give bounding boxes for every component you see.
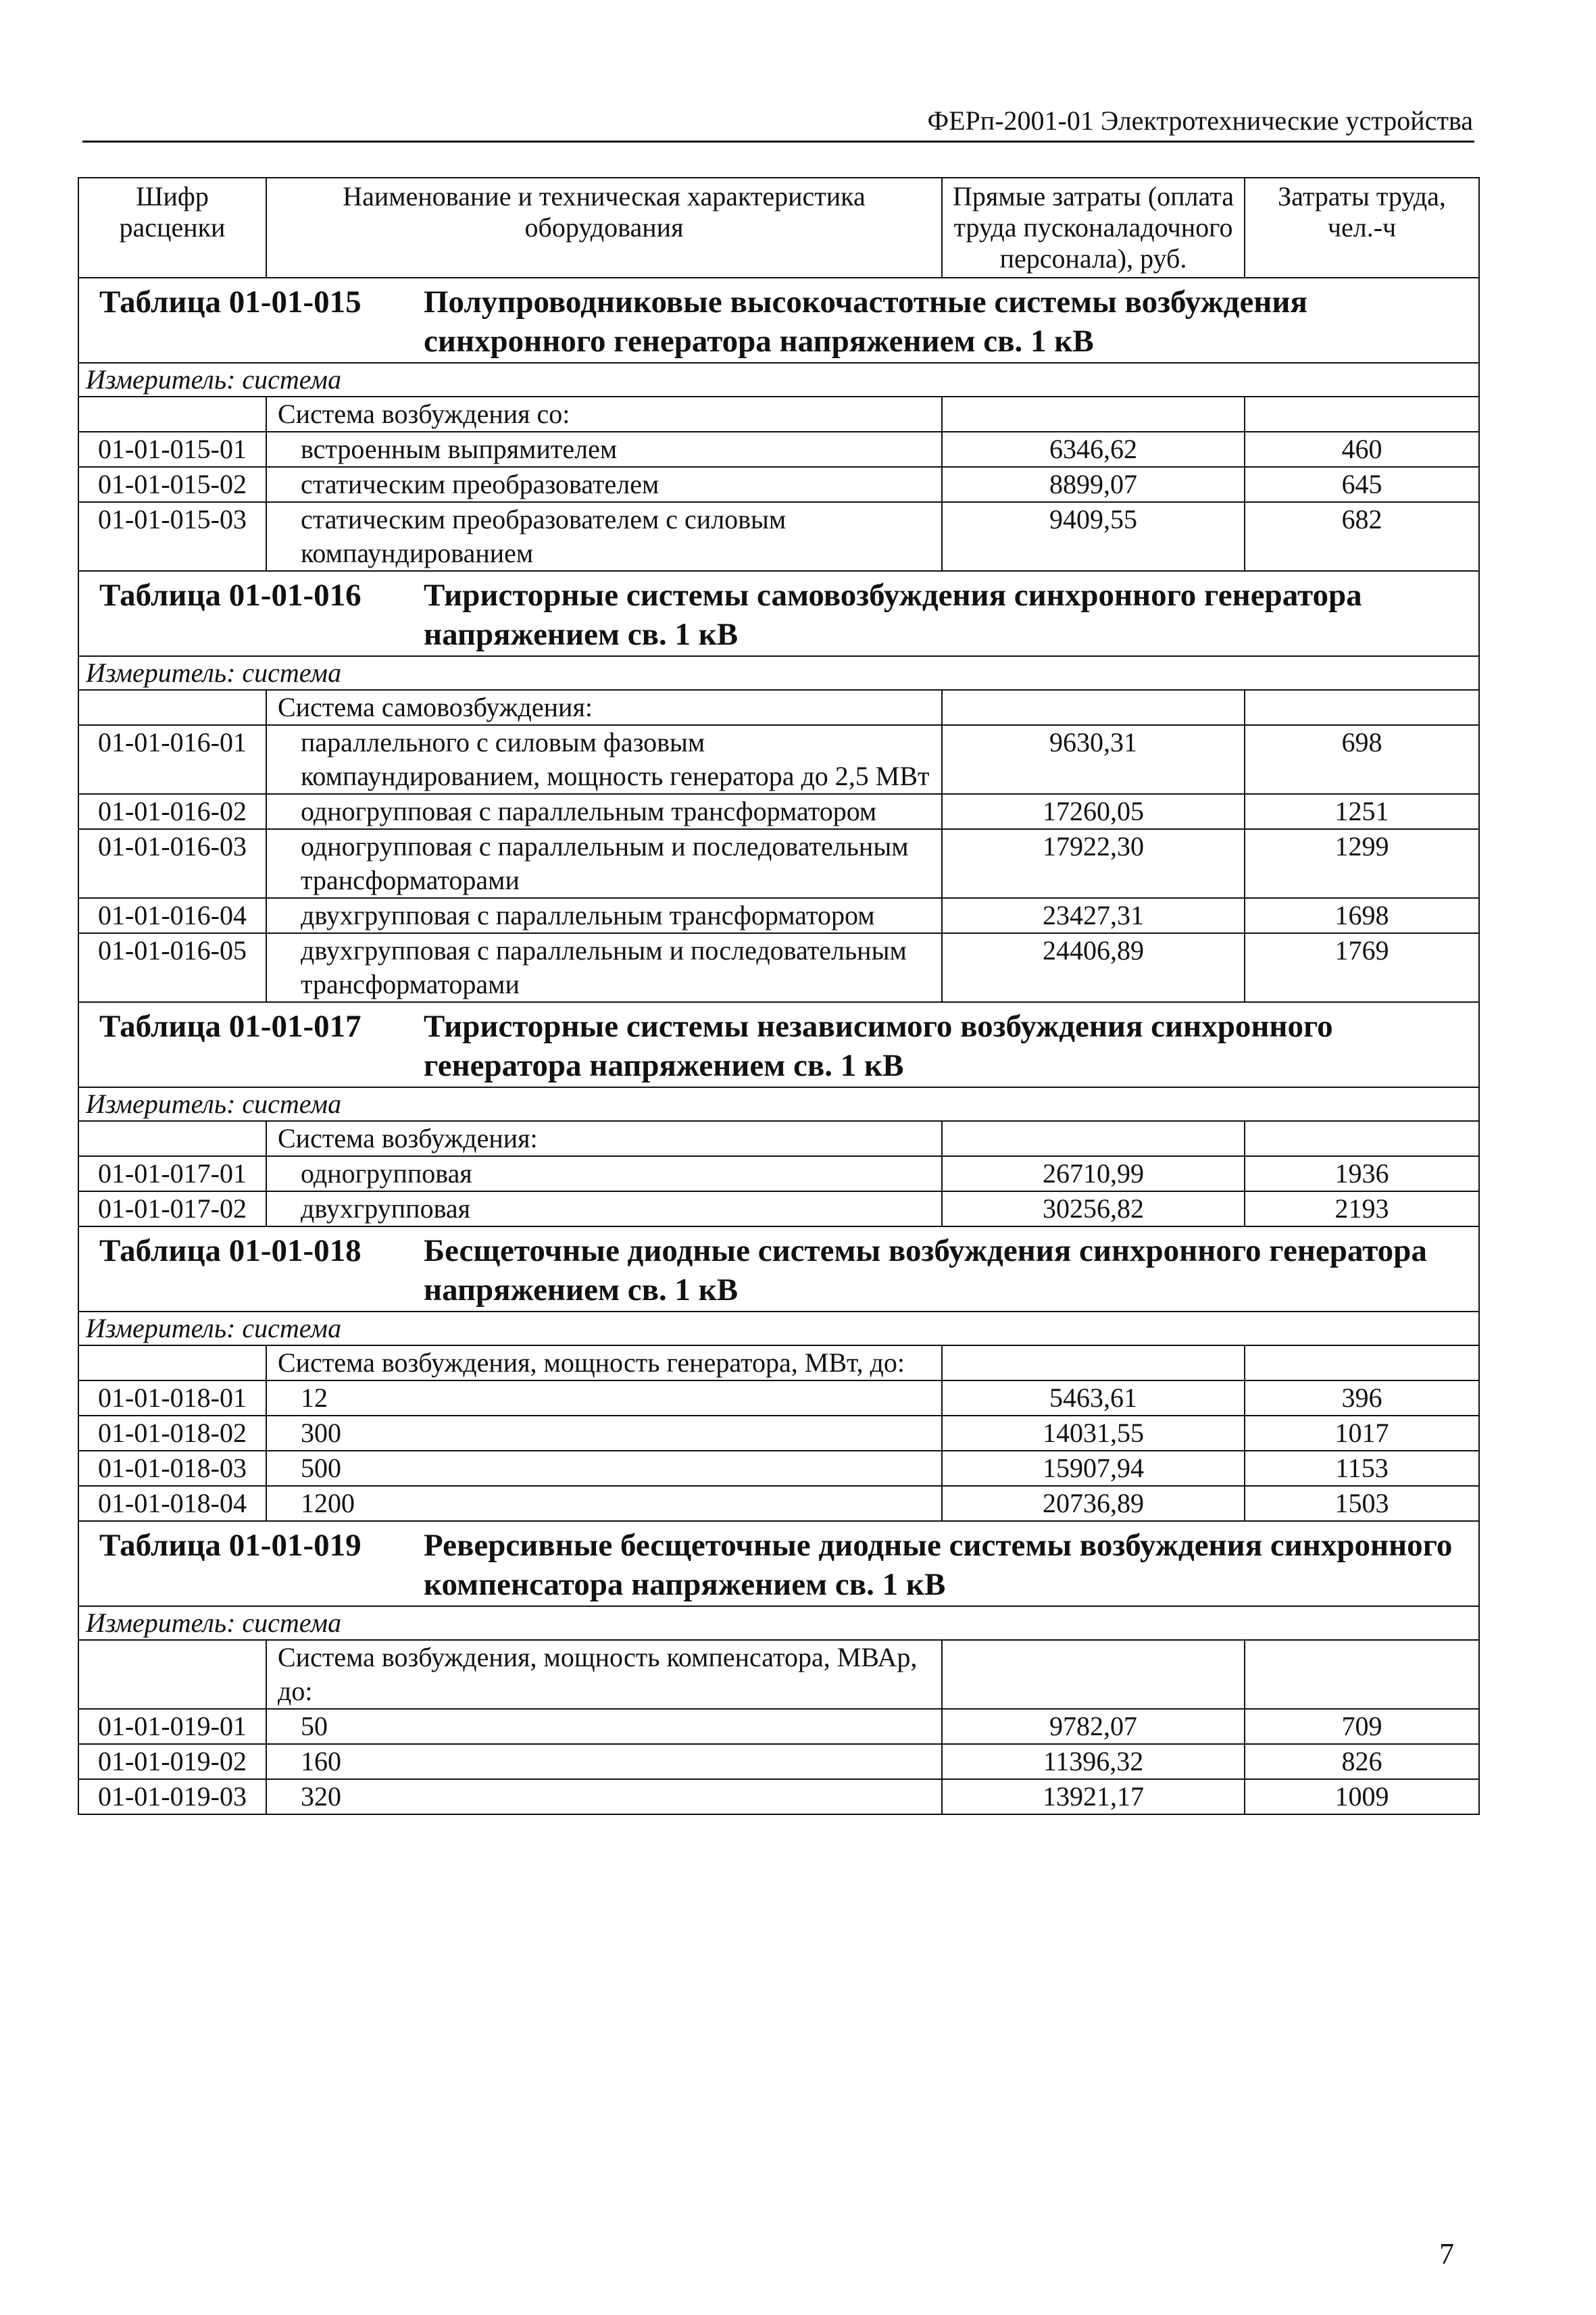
- row-code: 01-01-015-01: [78, 432, 266, 467]
- row-code: 01-01-019-01: [78, 1709, 266, 1744]
- row-cost: 26710,99: [942, 1156, 1245, 1191]
- meter-cell: [78, 1312, 1479, 1345]
- section-heading: [78, 278, 1479, 363]
- meter-row: [78, 363, 1479, 397]
- row-name: 320: [266, 1779, 942, 1814]
- row-name: параллельного с силовым фазовым компаундированием, мощность генератора до 2,5 МВт: [266, 725, 942, 794]
- meter-row: [78, 1606, 1479, 1640]
- row-labor: 1153: [1245, 1451, 1479, 1486]
- row-cost: 24406,89: [942, 933, 1245, 1002]
- section-heading-row: [78, 1226, 1479, 1312]
- row-cost: 13921,17: [942, 1779, 1245, 1814]
- row-code: 01-01-016-02: [78, 794, 266, 829]
- group-labor-cell: [1245, 397, 1479, 432]
- table-row: [78, 1156, 1479, 1191]
- table-row: [78, 1486, 1479, 1521]
- row-labor: 460: [1245, 432, 1479, 467]
- table-row: [78, 1380, 1479, 1416]
- row-labor: 1017: [1245, 1416, 1479, 1451]
- group-labor-cell: [1245, 1121, 1479, 1156]
- row-code: 01-01-016-03: [78, 829, 266, 898]
- row-labor: 2193: [1245, 1191, 1479, 1226]
- row-name: двухгрупповая с параллельным и последовательным трансформаторами: [266, 933, 942, 1002]
- row-cost: 9630,31: [942, 725, 1245, 794]
- table-row: [78, 725, 1479, 794]
- row-labor: 826: [1245, 1744, 1479, 1779]
- row-code: 01-01-017-02: [78, 1191, 266, 1226]
- header-divider: [82, 141, 1474, 143]
- row-labor: 1698: [1245, 898, 1479, 933]
- row-name: одногрупповая: [266, 1156, 942, 1191]
- meter-row: [78, 1312, 1479, 1345]
- row-name: 500: [266, 1451, 942, 1486]
- row-code: 01-01-015-02: [78, 467, 266, 502]
- row-cost: 9409,55: [942, 502, 1245, 571]
- table-row: [78, 1744, 1479, 1779]
- section-heading: [78, 1002, 1479, 1087]
- row-cost: 9782,07: [942, 1709, 1245, 1744]
- price-table: [78, 177, 1480, 1815]
- row-cost: 17260,05: [942, 794, 1245, 829]
- group-row: [78, 397, 1479, 432]
- row-cost: 30256,82: [942, 1191, 1245, 1226]
- row-name: 12: [266, 1380, 942, 1416]
- group-label: Система возбуждения:: [266, 1121, 942, 1156]
- row-name: одногрупповая с параллельным трансформатором: [266, 794, 942, 829]
- table-row: [78, 467, 1479, 502]
- group-labor-cell: [1245, 690, 1479, 725]
- row-code: 01-01-017-01: [78, 1156, 266, 1191]
- row-cost: 14031,55: [942, 1416, 1245, 1451]
- group-row: [78, 690, 1479, 725]
- row-code: 01-01-018-02: [78, 1416, 266, 1451]
- meter-value: система: [242, 1089, 342, 1119]
- section-title: Полупроводниковые высокочастотные системы возбуждения синхронного генератора напряжением св. 1 кВ: [424, 284, 1307, 359]
- row-name: статическим преобразователем: [266, 467, 942, 502]
- group-code-cell: [78, 1121, 266, 1156]
- table-header-row: [78, 178, 1479, 278]
- section-heading-row: [78, 1521, 1479, 1606]
- table-row: [78, 794, 1479, 829]
- section-heading-row: [78, 1002, 1479, 1087]
- group-code-cell: [78, 1345, 266, 1380]
- row-labor: 709: [1245, 1709, 1479, 1744]
- meter-label: Измеритель:: [86, 1608, 236, 1638]
- group-cost-cell: [942, 1345, 1245, 1380]
- group-code-cell: [78, 397, 266, 432]
- page-header-title: ФЕРп-2001-01 Электротехнические устройства: [927, 105, 1473, 136]
- row-name: статическим преобразователем с силовым компаундированием: [266, 502, 942, 571]
- row-name: 300: [266, 1416, 942, 1451]
- row-code: 01-01-015-03: [78, 502, 266, 571]
- meter-cell: [78, 1087, 1479, 1121]
- group-label: Система возбуждения, мощность компенсатора, МВАр, до:: [266, 1640, 942, 1709]
- group-code-cell: [78, 690, 266, 725]
- row-cost: 23427,31: [942, 898, 1245, 933]
- table-row: [78, 1191, 1479, 1226]
- row-code: 01-01-019-02: [78, 1744, 266, 1779]
- row-name: двухгрупповая: [266, 1191, 942, 1226]
- meter-label: Измеритель:: [86, 1089, 236, 1119]
- section-title: Реверсивные бесщеточные диодные системы возбуждения синхронного компенсатора напряжением св. 1 кВ: [424, 1528, 1453, 1602]
- row-labor: 1936: [1245, 1156, 1479, 1191]
- group-label: Система возбуждения, мощность генератора, МВт, до:: [266, 1345, 942, 1380]
- section-heading-wrap: [86, 572, 1472, 655]
- row-cost: 20736,89: [942, 1486, 1245, 1521]
- row-cost: 5463,61: [942, 1380, 1245, 1416]
- row-cost: 17922,30: [942, 829, 1245, 898]
- section-heading-row: [78, 571, 1479, 656]
- section-table-number: Таблица 01-01-019: [99, 1528, 361, 1563]
- section-heading-row: [78, 278, 1479, 363]
- group-labor-cell: [1245, 1640, 1479, 1709]
- section-title: Тиристорные системы независимого возбуждения синхронного генератора напряжением св. 1 кВ: [424, 1009, 1333, 1083]
- section-heading: [78, 571, 1479, 656]
- section-heading: [78, 1521, 1479, 1606]
- row-labor: 682: [1245, 502, 1479, 571]
- table-row: [78, 1416, 1479, 1451]
- meter-cell: [78, 363, 1479, 397]
- table-row: [78, 933, 1479, 1002]
- group-cost-cell: [942, 1640, 1245, 1709]
- row-code: 01-01-016-04: [78, 898, 266, 933]
- group-row: [78, 1640, 1479, 1709]
- row-labor: 1769: [1245, 933, 1479, 1002]
- meter-label: Измеритель:: [86, 364, 236, 395]
- row-name: двухгрупповая с параллельным трансформатором: [266, 898, 942, 933]
- column-header-labor: Затраты труда, чел.-ч: [1245, 178, 1479, 278]
- table-row: [78, 1709, 1479, 1744]
- meter-value: система: [242, 1313, 342, 1343]
- column-header-code: Шифр расценки: [78, 178, 266, 278]
- column-header-cost: Прямые затраты (оплата труда пусконаладочного персонала), руб.: [942, 178, 1245, 278]
- row-name: 50: [266, 1709, 942, 1744]
- meter-value: система: [242, 364, 342, 395]
- row-cost: 15907,94: [942, 1451, 1245, 1486]
- section-table-number: Таблица 01-01-017: [99, 1009, 361, 1044]
- table-row: [78, 898, 1479, 933]
- row-labor: 1299: [1245, 829, 1479, 898]
- meter-row: [78, 1087, 1479, 1121]
- row-labor: 645: [1245, 467, 1479, 502]
- meter-label: Измеритель:: [86, 657, 236, 688]
- row-labor: 396: [1245, 1380, 1479, 1416]
- group-cost-cell: [942, 1121, 1245, 1156]
- row-labor: 1009: [1245, 1779, 1479, 1814]
- row-name: встроенным выпрямителем: [266, 432, 942, 467]
- table-row: [78, 1779, 1479, 1814]
- group-labor-cell: [1245, 1345, 1479, 1380]
- row-cost: 11396,32: [942, 1744, 1245, 1779]
- meter-row: [78, 656, 1479, 690]
- group-row: [78, 1345, 1479, 1380]
- section-heading-wrap: [86, 278, 1472, 362]
- row-cost: 8899,07: [942, 467, 1245, 502]
- meter-value: система: [242, 657, 342, 688]
- row-name: 160: [266, 1744, 942, 1779]
- row-code: 01-01-016-05: [78, 933, 266, 1002]
- group-cost-cell: [942, 690, 1245, 725]
- meter-cell: [78, 1606, 1479, 1640]
- section-heading: [78, 1226, 1479, 1312]
- table-body: [78, 278, 1479, 1814]
- row-code: 01-01-018-04: [78, 1486, 266, 1521]
- section-table-number: Таблица 01-01-015: [99, 284, 361, 320]
- section-heading-wrap: [86, 1522, 1472, 1605]
- row-name: 1200: [266, 1486, 942, 1521]
- group-cost-cell: [942, 397, 1245, 432]
- section-title: Бесщеточные диодные системы возбуждения синхронного генератора напряжением св. 1 кВ: [424, 1233, 1427, 1308]
- column-header-name: Наименование и техническая характеристика оборудования: [266, 178, 942, 278]
- row-code: 01-01-016-01: [78, 725, 266, 794]
- section-table-number: Таблица 01-01-018: [99, 1233, 361, 1268]
- row-labor: 1503: [1245, 1486, 1479, 1521]
- row-name: одногрупповая с параллельным и последовательным трансформаторами: [266, 829, 942, 898]
- row-code: 01-01-019-03: [78, 1779, 266, 1814]
- table-row: [78, 1451, 1479, 1486]
- group-row: [78, 1121, 1479, 1156]
- row-code: 01-01-018-01: [78, 1380, 266, 1416]
- meter-label: Измеритель:: [86, 1313, 236, 1343]
- row-code: 01-01-018-03: [78, 1451, 266, 1486]
- meter-value: система: [242, 1608, 342, 1638]
- group-label: Система самовозбуждения:: [266, 690, 942, 725]
- section-table-number: Таблица 01-01-016: [99, 578, 361, 613]
- page-number: 7: [1439, 2237, 1454, 2270]
- meter-cell: [78, 656, 1479, 690]
- table-row: [78, 432, 1479, 467]
- section-heading-wrap: [86, 1003, 1472, 1087]
- section-heading-wrap: [86, 1227, 1472, 1311]
- group-label: Система возбуждения со:: [266, 397, 942, 432]
- section-title: Тиристорные системы самовозбуждения синхронного генератора напряжением св. 1 кВ: [424, 578, 1362, 652]
- row-labor: 698: [1245, 725, 1479, 794]
- row-labor: 1251: [1245, 794, 1479, 829]
- row-cost: 6346,62: [942, 432, 1245, 467]
- group-code-cell: [78, 1640, 266, 1709]
- table-row: [78, 829, 1479, 898]
- table-row: [78, 502, 1479, 571]
